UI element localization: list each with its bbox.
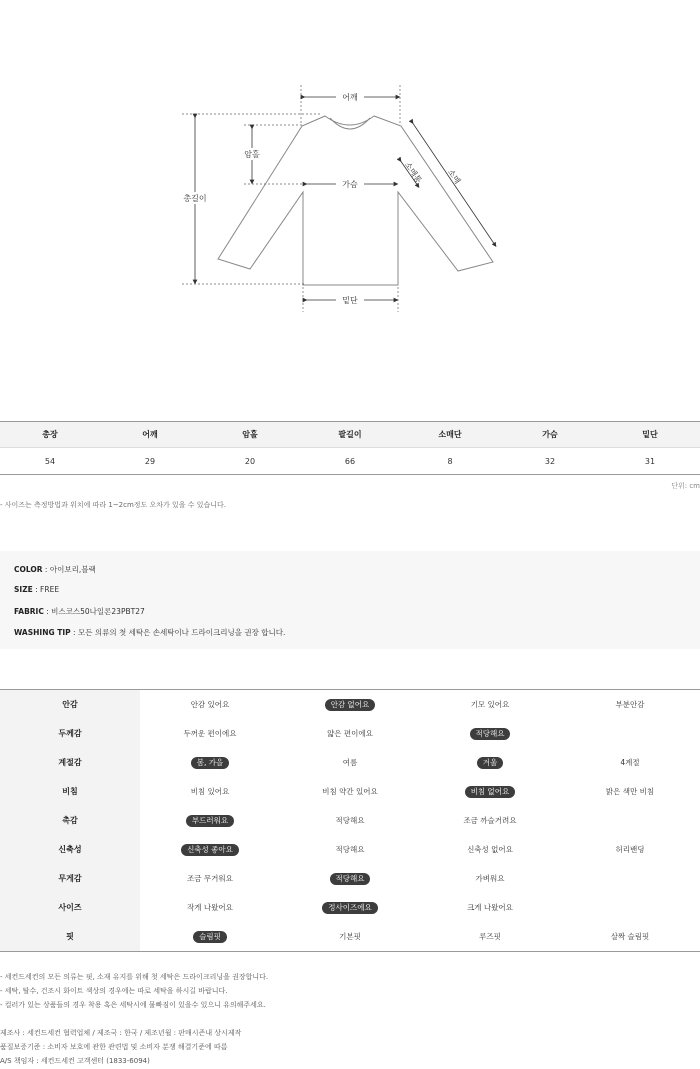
property-option — [420, 690, 560, 719]
property-option — [280, 777, 420, 806]
property-row — [0, 922, 700, 951]
property-option — [140, 806, 280, 835]
property-option — [280, 719, 420, 748]
option-text: 밝은 색만 비침 — [605, 786, 655, 796]
property-option — [140, 922, 280, 951]
footer-note: - 컬러가 있는 상품들의 경우 착용 혹은 세탁시에 물빠짐이 있을수 있으니 유의해주세요. — [0, 1001, 266, 1009]
option-text: 신축성 없어요 — [467, 844, 513, 854]
property-option — [140, 748, 280, 777]
property-option — [420, 922, 560, 951]
property-option — [420, 893, 560, 922]
option-text: 여름 — [342, 757, 358, 767]
chest-label: 가슴 — [342, 180, 358, 189]
header-cell: 소매단 — [438, 430, 462, 439]
option-text: 조금 까슬거려요 — [463, 815, 517, 825]
option-text: 부분안감 — [615, 699, 645, 709]
size-diagram — [0, 0, 700, 380]
property-option — [280, 922, 420, 951]
header-cell: 밑단 — [642, 430, 658, 439]
company-info: A/S 책임자 : 세컨드세컨 고객센터 (1833-6094) — [0, 1057, 150, 1065]
footer-note: - 세탁, 탈수, 건조시 화이트 색상의 경우에는 따로 세탁을 하시길 바랍니다. — [0, 987, 228, 995]
property-option — [420, 864, 560, 893]
value-cell: 8 — [447, 456, 453, 466]
size-label: SIZE — [14, 585, 33, 594]
selected-option-badge: 슬림핏 — [193, 931, 227, 943]
property-option — [280, 748, 420, 777]
selected-option-badge: 안감 없어요 — [325, 699, 376, 711]
hem-label: 밑단 — [342, 296, 358, 305]
option-text: 루즈핏 — [479, 931, 501, 941]
property-row — [0, 719, 700, 748]
property-row — [0, 864, 700, 893]
option-text: 가벼워요 — [475, 873, 505, 883]
armhole-label: 암홀 — [244, 150, 260, 159]
value-cell: 29 — [144, 456, 156, 466]
property-option — [140, 719, 280, 748]
value-cell: 54 — [44, 456, 56, 466]
property-label: 두께감 — [0, 719, 140, 748]
size-line — [14, 585, 59, 594]
option-text: 크게 나왔어요 — [467, 902, 513, 912]
property-option — [560, 806, 700, 835]
fabric-label: FABRIC — [14, 607, 44, 616]
property-row — [0, 835, 700, 864]
property-option — [420, 806, 560, 835]
option-text: 두꺼운 편이에요 — [183, 728, 237, 738]
product-info — [0, 551, 700, 649]
property-option — [560, 835, 700, 864]
footer-note: - 세컨드세컨의 모든 의류는 핏, 소재 유지를 위해 첫 세탁은 드라이크리닝을 권장합니다. — [0, 973, 269, 981]
size-table-row — [0, 448, 700, 474]
property-option — [420, 719, 560, 748]
selected-option-badge: 적당해요 — [330, 873, 371, 885]
property-option — [140, 835, 280, 864]
property-option — [560, 777, 700, 806]
property-option — [560, 690, 700, 719]
property-option — [140, 893, 280, 922]
selected-option-badge: 봄, 가을 — [191, 757, 230, 769]
option-text: 안감 있어요 — [190, 699, 230, 709]
cuff-label: 소매통 — [402, 160, 424, 185]
color-value: : 아이보리,블랙 — [42, 565, 96, 574]
header-cell: 암홀 — [242, 430, 258, 439]
option-text: 비침 약간 있어요 — [322, 786, 378, 796]
fabric-line — [14, 606, 145, 617]
size-value: : FREE — [32, 585, 60, 594]
property-label: 계절감 — [0, 748, 140, 777]
selected-option-badge: 비침 없어요 — [465, 786, 516, 798]
property-option — [280, 864, 420, 893]
washing-line — [14, 627, 285, 638]
header-cell: 가슴 — [542, 430, 558, 439]
selected-option-badge: 신축성 좋아요 — [181, 844, 239, 856]
property-row — [0, 893, 700, 922]
selected-option-badge: 겨울 — [477, 757, 504, 769]
garment-outline — [218, 116, 493, 285]
washing-label: WASHING TIP — [14, 628, 71, 637]
property-option — [560, 748, 700, 777]
selected-option-badge: 부드러워요 — [186, 815, 234, 827]
value-cell: 32 — [544, 456, 556, 466]
washing-value: : 모든 의류의 첫 세탁은 손세탁이나 드라이크리닝을 권장 합니다. — [70, 628, 286, 637]
property-option — [420, 835, 560, 864]
property-row — [0, 777, 700, 806]
property-label: 비침 — [0, 777, 140, 806]
property-option — [280, 893, 420, 922]
property-label: 안감 — [0, 690, 140, 719]
length-label: 총길이 — [183, 194, 207, 203]
option-text: 작게 나왔어요 — [187, 902, 233, 912]
property-label: 핏 — [0, 922, 140, 951]
option-text: 얇은 편이에요 — [327, 728, 373, 738]
property-label: 촉감 — [0, 806, 140, 835]
color-line — [14, 564, 96, 575]
property-row — [0, 748, 700, 777]
option-text: 비침 있어요 — [190, 786, 230, 796]
option-text: 적당해요 — [335, 844, 365, 854]
option-text: 적당해요 — [335, 815, 365, 825]
property-label: 사이즈 — [0, 893, 140, 922]
header-cell: 팔길이 — [338, 430, 362, 439]
selected-option-badge: 정사이즈에요 — [322, 902, 377, 914]
property-row — [0, 690, 700, 719]
property-option — [560, 922, 700, 951]
value-cell: 31 — [644, 456, 656, 466]
property-option — [140, 864, 280, 893]
property-option — [560, 864, 700, 893]
company-info: 품질보증기준 : 소비자 보호에 관한 관련법 및 소비자 분쟁 해결기준에 따름 — [0, 1043, 228, 1051]
size-table — [0, 421, 700, 475]
property-option — [140, 777, 280, 806]
property-table — [0, 689, 700, 952]
header-cell: 어깨 — [142, 430, 158, 439]
property-option — [280, 835, 420, 864]
sleeve-label: 소매 — [446, 167, 463, 186]
size-note: - 사이즈는 측정방법과 위치에 따라 1~2cm정도 오차가 있을 수 있습니다. — [0, 501, 227, 509]
property-label: 신축성 — [0, 835, 140, 864]
property-option — [280, 806, 420, 835]
option-text: 기모 있어요 — [470, 699, 510, 709]
property-option — [420, 777, 560, 806]
value-cell: 20 — [244, 456, 256, 466]
option-text: 허리밴딩 — [615, 844, 645, 854]
fabric-value: : 비스코스50나일론23PBT27 — [43, 607, 145, 616]
color-label: COLOR — [14, 565, 43, 574]
unit-label: 단위: cm — [671, 482, 700, 490]
company-info: 제조사 : 세컨드세컨 협력업체 / 제조국 : 한국 / 제조년월 : 판매시즌내 상시제작 — [0, 1029, 242, 1037]
size-table-header — [0, 422, 700, 448]
option-text: 기본핏 — [339, 931, 361, 941]
option-text: 조금 무거워요 — [187, 873, 233, 883]
header-cell: 총장 — [42, 430, 58, 439]
property-label: 무게감 — [0, 864, 140, 893]
value-cell: 66 — [344, 456, 356, 466]
shoulder-label: 어깨 — [342, 93, 358, 102]
property-option — [560, 893, 700, 922]
property-option — [560, 719, 700, 748]
option-text: 4계절 — [620, 757, 640, 767]
property-option — [140, 690, 280, 719]
option-text: 살짝 슬림핏 — [610, 931, 650, 941]
property-option — [420, 748, 560, 777]
selected-option-badge: 적당해요 — [470, 728, 511, 740]
property-option — [280, 690, 420, 719]
property-row — [0, 806, 700, 835]
